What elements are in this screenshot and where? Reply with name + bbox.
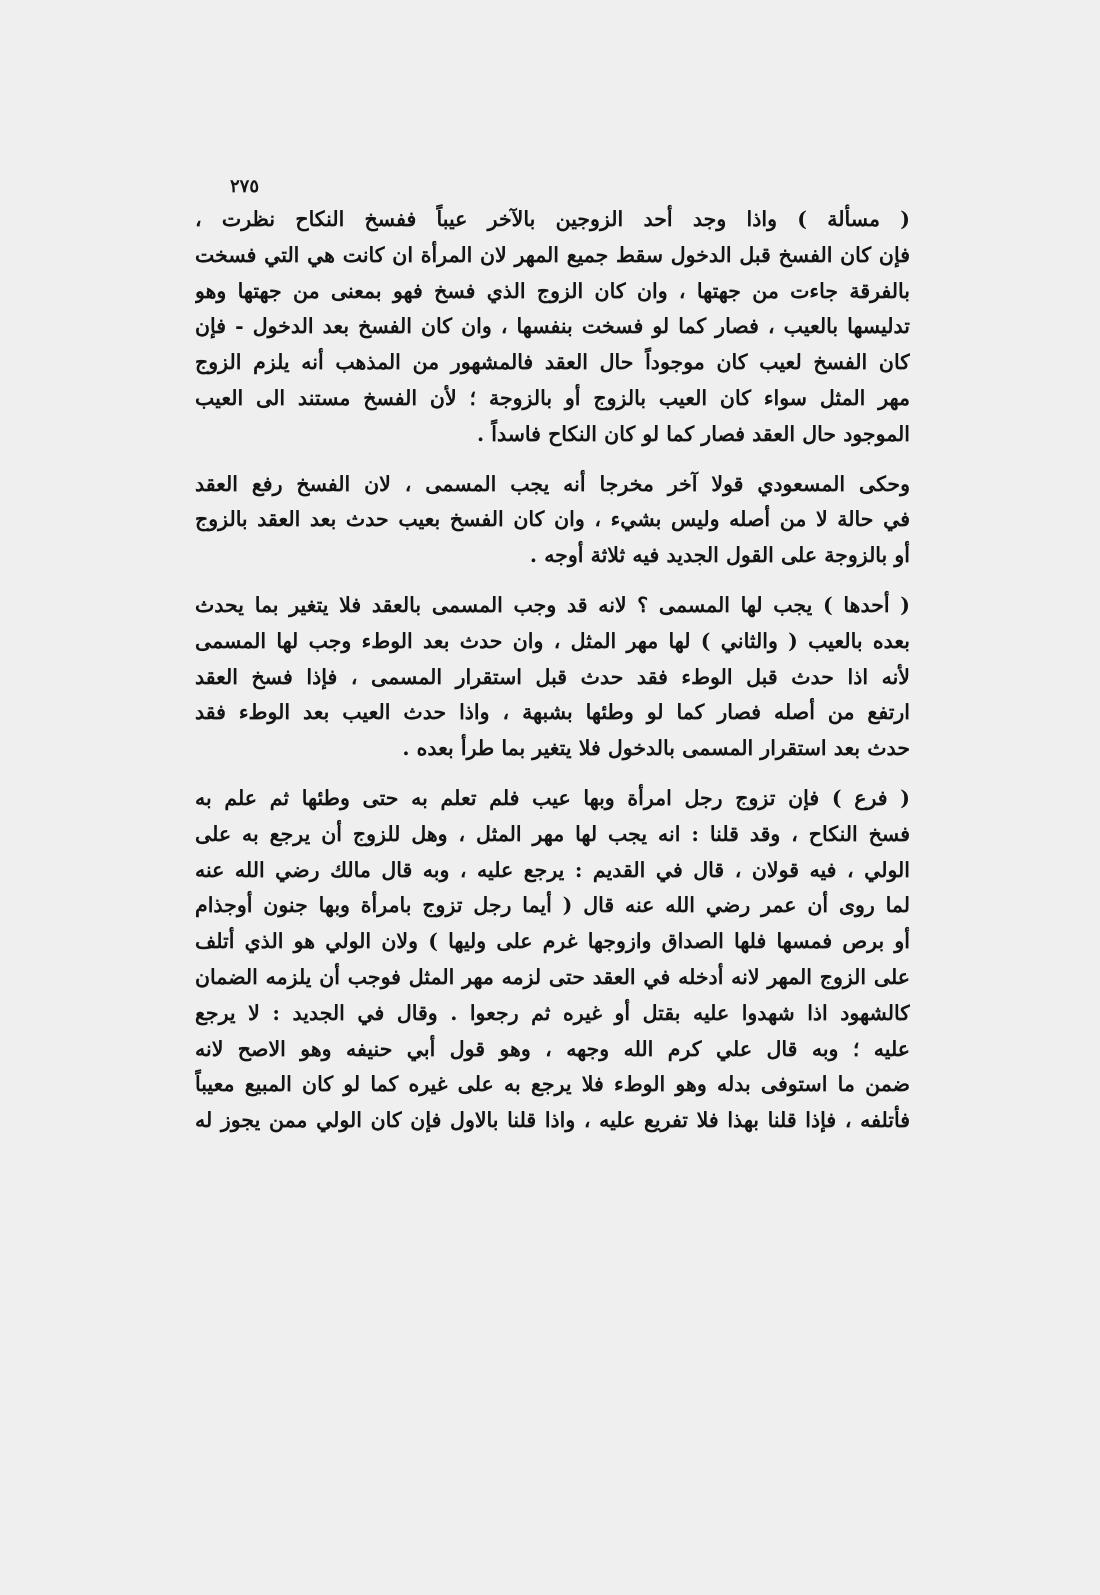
paragraph — [195, 202, 910, 453]
text-line: كالشهود اذا شهدوا عليه بقتل أو غيره ثم رجعوا . وقال في الجديد : لا يرجع — [195, 1000, 910, 1025]
text-line: فسخ النكاح ، وقد قلنا : انه يجب لها مهر المثل ، وهل للزوج أن يرجع به على — [195, 821, 910, 846]
text-line: أو برص فمسها فلها الصداق وازوجها غرم على وليها ) ولان الولي هو الذي أتلف — [195, 929, 910, 954]
text-line: كان الفسخ لعيب كان موجوداً حال العقد فالمشهور من المذهب أنه يلزم الزوج — [195, 350, 910, 375]
text-line: تدليسها بالعيب ، فصار كما لو فسخت بنفسها ، وان كان الفسخ بعد الدخول - فإن — [195, 314, 910, 339]
text-line: فأتلفه ، فإذا قلنا بهذا فلا تفريع عليه ، واذا قلنا بالاول فإن كان الولي ممن يجوز له — [195, 1108, 910, 1133]
text-line: ارتفع من أصله فصار كما لو وطئها بشبهة ، واذا حدث العيب بعد الوطء فقد — [195, 700, 910, 725]
text-line: الولي ، فيه قولان ، قال في القديم : يرجع عليه ، وبه قال مالك رضي الله عنه — [195, 857, 910, 882]
body-text — [195, 202, 910, 1139]
text-line: ( فرع ) فإن تزوج رجل امرأة وبها عيب فلم تعلم به حتى وطئها ثم علم به — [195, 785, 910, 810]
text-line: ( أحدها ) يجب لها المسمى ؟ لانه قد وجب المسمى بالعقد فلا يتغير بما يحدث — [195, 592, 910, 617]
paragraph-gap — [195, 574, 910, 588]
text-line: بعده بالعيب ( والثاني ) لها مهر المثل ، وان حدث بعد الوطء وجب لها المسمى — [195, 628, 910, 653]
text-line: أو بالزوجة على القول الجديد فيه ثلاثة أوجه . — [529, 543, 910, 568]
text-line: لما روى أن عمر رضي الله عنه قال ( أيما رجل تزوج بامرأة وبها جنون أوجذام — [195, 893, 910, 918]
paragraph — [195, 781, 910, 1139]
text-line: ( مسألة ) واذا وجد أحد الزوجين بالآخر عيباً ففسخ النكاح نظرت ، — [195, 207, 910, 231]
text-line: عليه ؛ وبه قال علي كرم الله وجهه ، وهو قول أبي حنيفه وهو الاصح لانه — [195, 1036, 910, 1061]
text-line: فإن كان الفسخ قبل الدخول سقط جميع المهر لان المرأة ان كانت هي التي فسخت — [195, 242, 910, 267]
text-line: في حالة لا من أصله وليس بشيء ، وان كان الفسخ بعيب حدث بعد العقد بالزوج — [195, 507, 910, 532]
text-line: بالفرقة جاءت من جهتها ، وان كان الزوج الذي فسخ فهو بمعنى من جهتها وهو — [195, 278, 910, 303]
text-line: الموجود حال العقد فصار كما لو كان النكاح فاسداً . — [476, 421, 910, 446]
text-line: لأنه اذا حدث قبل الوطء فقد حدث قبل استقرار المسمى ، فإذا فسخ العقد — [195, 664, 910, 689]
text-line: حدث بعد استقرار المسمى بالدخول فلا يتغير بما طرأ بعده . — [402, 736, 910, 761]
text-line: ضمن ما استوفى بدله وهو الوطء فلا يرجع به على غيره كما لو كان المبيع معيباً — [195, 1072, 910, 1097]
text-line: على الزوج المهر لانه أدخله في العقد حتى لزمه مهر المثل فوجب أن يلزمه الضمان — [195, 964, 910, 989]
paragraph-gap — [195, 767, 910, 781]
text-line: مهر المثل سواء كان العيب بالزوج أو بالزوجة ؛ لأن الفسخ مستند الى العيب — [195, 385, 910, 410]
paragraph — [195, 467, 910, 574]
text-line: وحكى المسعودي قولا آخر مخرجا أنه يجب المسمى ، لان الفسخ رفع العقد — [195, 471, 910, 496]
page-number: ٢٧٥ — [230, 176, 260, 197]
paragraph — [195, 588, 910, 767]
paragraph-gap — [195, 453, 910, 467]
